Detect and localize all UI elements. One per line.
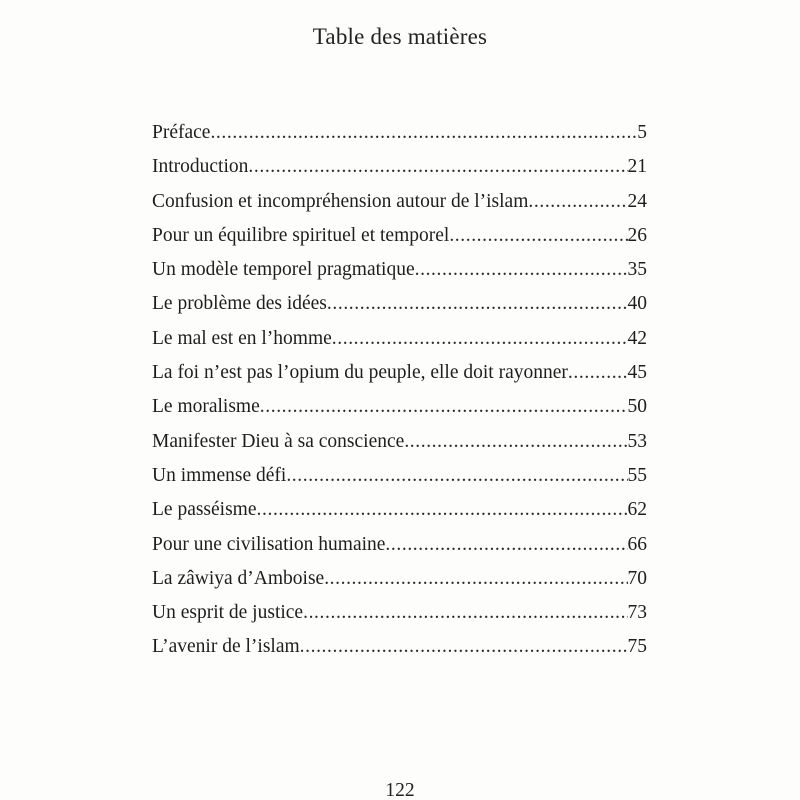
- dot-leader: [324, 568, 627, 590]
- toc-entry: [152, 534, 647, 568]
- toc-entry: [152, 191, 647, 225]
- toc-entry: [152, 431, 647, 465]
- dot-leader: [568, 362, 628, 384]
- toc-entry: [152, 362, 647, 396]
- toc-entry-page: 40: [627, 293, 647, 315]
- toc-entry-page: 50: [627, 396, 647, 418]
- dot-leader: [286, 465, 627, 487]
- toc-entry-label: La foi n’est pas l’opium du peuple, elle doit rayonner: [152, 362, 568, 384]
- toc-entry-label: Un modèle temporel pragmatique: [152, 259, 415, 281]
- toc-entry: [152, 396, 647, 430]
- toc-entry-label: Confusion et incompréhension autour de l’islam: [152, 190, 529, 212]
- toc-entry-label: Manifester Dieu à sa conscience: [152, 430, 405, 452]
- toc-entry-page: 26: [627, 224, 647, 246]
- dot-leader: [449, 225, 627, 247]
- dot-leader: [415, 259, 628, 281]
- toc-entry-label: Le passéisme: [152, 499, 257, 521]
- toc-entry-page: 5: [637, 122, 647, 143]
- toc-entry: [152, 465, 647, 499]
- toc-entry-page: 24: [627, 190, 647, 212]
- dot-leader: [327, 293, 628, 315]
- toc-entry-page: 53: [627, 430, 647, 452]
- toc-entry-label: Un immense défi: [152, 464, 287, 486]
- dot-leader: [385, 534, 627, 556]
- toc-entry: [152, 568, 647, 602]
- toc-entry-label: La zâwiya d’Amboise: [152, 567, 325, 589]
- dot-leader: [248, 156, 627, 178]
- toc-entry-label: L’avenir de l’islam: [152, 636, 300, 658]
- dot-leader: [332, 328, 628, 350]
- dot-leader: [528, 191, 627, 213]
- toc-entry: [152, 156, 647, 190]
- toc-entry-label: Un esprit de justice: [152, 602, 304, 624]
- toc-entry-page: 73: [627, 602, 647, 624]
- toc-entry: [152, 499, 647, 533]
- toc-entry: [152, 636, 647, 670]
- toc-entry: [152, 259, 647, 293]
- toc-entry-label: Le moralisme: [152, 396, 260, 418]
- toc-entry-page: 45: [627, 362, 647, 384]
- dot-leader: [257, 499, 628, 521]
- dot-leader: [303, 602, 627, 624]
- dot-leader: [404, 431, 627, 453]
- toc-entry-page: 55: [627, 464, 647, 486]
- toc-entry-page: 75: [627, 636, 647, 658]
- toc-entry-page: 21: [627, 156, 647, 178]
- toc-entry-page: 42: [627, 327, 647, 349]
- toc-entry-page: 70: [627, 567, 647, 589]
- dot-leader: [210, 122, 637, 144]
- toc-entry: [152, 328, 647, 362]
- toc-entry-label: Préface: [152, 122, 211, 143]
- toc-entry: [152, 122, 647, 156]
- toc-entry-label: Le mal est en l’homme: [152, 327, 332, 349]
- toc-entry-page: 66: [627, 533, 647, 555]
- page-number: 122: [385, 780, 415, 800]
- dot-leader: [300, 636, 628, 658]
- toc-entry-label: Introduction: [152, 156, 249, 178]
- toc-entry-label: Pour un équilibre spirituel et temporel: [152, 224, 450, 246]
- toc-entry: [152, 293, 647, 327]
- toc-entry-page: 62: [627, 499, 647, 521]
- dot-leader: [260, 396, 628, 418]
- toc-entry-label: Le problème des idées: [152, 293, 327, 315]
- toc-entry-page: 35: [627, 259, 647, 281]
- toc-entry-label: Pour une civilisation humaine: [152, 533, 386, 555]
- toc-entry: [152, 225, 647, 259]
- toc-entry: [152, 602, 647, 636]
- page-title: Table des matières: [312, 24, 488, 49]
- table-of-contents: [152, 122, 647, 671]
